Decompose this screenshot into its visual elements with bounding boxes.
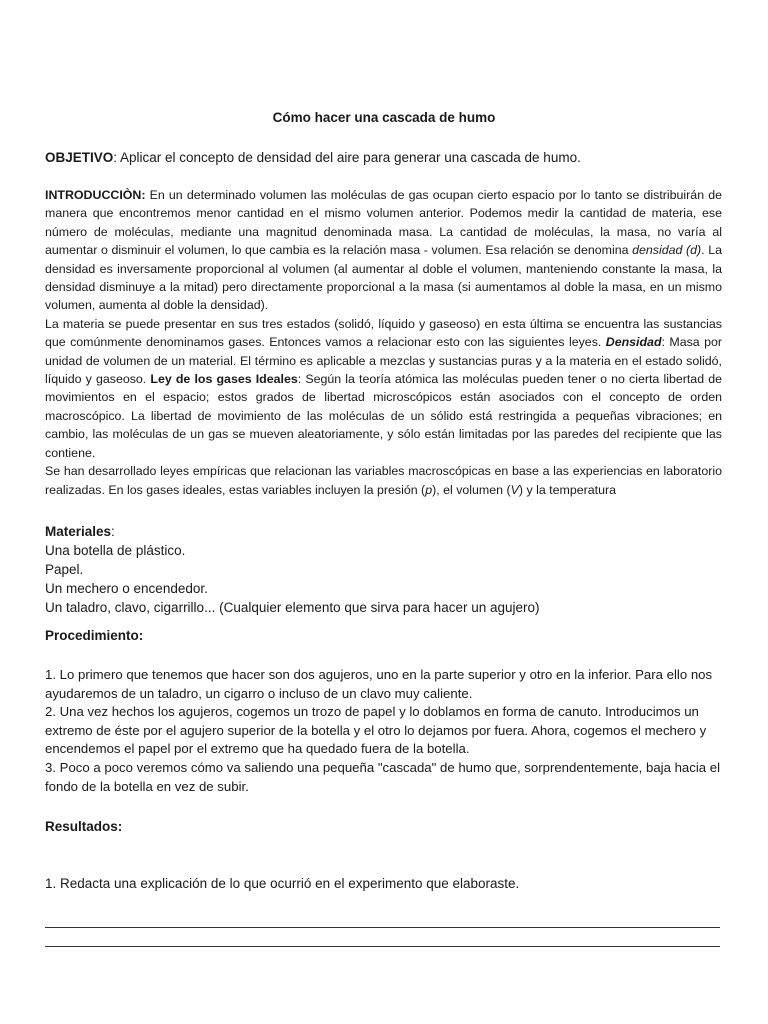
material-item: Una botella de plástico. bbox=[45, 543, 186, 558]
answer-line[interactable] bbox=[45, 946, 720, 947]
material-item: Un mechero o encendedor. bbox=[45, 581, 208, 596]
objective-label: OBJETIVO bbox=[45, 150, 114, 165]
ideal-gas-law-label: Ley de los gases Ideales bbox=[150, 372, 298, 387]
intro-text-2a: La materia se puede presentar en sus tres estados (solidó, líquido y gaseoso) en esta última se encuentra las sustancias que comúnmente denominamos gases. Entonces vamos a relacionar esto con las siguientes leyes. bbox=[45, 316, 722, 350]
material-item: Un taladro, clavo, cigarrillo... (Cualquier elemento que sirva para hacer un agujero) bbox=[45, 600, 540, 615]
answer-line[interactable] bbox=[45, 927, 720, 928]
material-item: Papel. bbox=[45, 562, 84, 577]
intro-text-3a: Se han desarrollado leyes empíricas que relacionan las variables macroscópicas en base a las experiencias en laboratorio realizadas. En los gases ideales, estas variables incluyen la presión ( bbox=[45, 464, 722, 497]
intro-text-3c: ) y la temperatura bbox=[518, 482, 616, 497]
intro-text-2c: : Según la teoría atómica las moléculas pueden tener o no cierta libertad de movimientos en el espacio; estos grados de libertad microscópicos están asociados con el concepto de orden macroscópico. La libertad de movimiento de las moléculas de un sólido está restringida a pequeñas vibraciones; en cambio, las moléculas de un gas se mueven aleatoriamente, y sólo están limitadas por las paredes del recipiente que las contiene. bbox=[45, 372, 723, 460]
objective-paragraph bbox=[45, 149, 725, 167]
materials-label: Materiales bbox=[45, 524, 112, 539]
objective-text: : Aplicar el concepto de densidad del aire para generar una cascada de humo. bbox=[113, 150, 581, 165]
materials-heading bbox=[45, 522, 725, 541]
intro-label: INTRODUCCIÒN: bbox=[45, 188, 146, 202]
pressure-symbol: p bbox=[425, 482, 433, 497]
page-title: Cómo hacer una cascada de humo bbox=[272, 110, 496, 125]
intro-text-1: En un determinado volumen las moléculas de gas ocupan cierto espacio por lo tanto se distribuirán de manera que encontremos menor cantidad en el mismo volumen anterior. Podemos medir la cantidad de materia, ese número de moléculas, mediante una magnitud denominada masa. La cantidad de moléculas, la masa, no varía al aumentar o disminuir el volumen, lo que cambia es la relación masa - volumen. Esa relación se denomina bbox=[45, 188, 722, 258]
intro-paragraph-2 bbox=[45, 315, 722, 462]
procedure-step: 3. Poco a poco veremos cómo va saliendo una pequeña "cascada" de humo que, sorprendentemente, baja hacia el fondo de la botella en vez de subir. bbox=[45, 759, 721, 794]
volume-symbol: V bbox=[510, 482, 519, 497]
results-question: 1. Redacta una explicación de lo que ocurrió en el experimento que elaboraste. bbox=[45, 876, 520, 891]
intro-paragraph-3 bbox=[45, 462, 722, 499]
procedure-step: 2. Una vez hechos los agujeros, cogemos un trozo de papel y lo doblamos en forma de canuto. Introducimos un extremo de éste por el agujero superior de la botella y el otro lo dejamos por fuera. Ahora, cogemos el mechero y encendemos el papel por el extremo que ha quedado fuera de la botella. bbox=[45, 704, 707, 757]
materials-section bbox=[45, 522, 725, 617]
intro-density-term: densidad (d) bbox=[632, 243, 702, 258]
density-label: Densidad bbox=[605, 335, 662, 350]
intro-paragraph-1 bbox=[45, 186, 722, 315]
results-heading: Resultados: bbox=[45, 819, 123, 834]
intro-text-3b: ), el volumen ( bbox=[432, 482, 511, 497]
materials-colon: : bbox=[111, 524, 115, 539]
intro-text-1-end: . La densidad es inversamente proporcional al volumen (al aumentar al doble el volumen, manteniendo constante la masa, la densidad disminuye a la mitad) pero directamente proporcional a la masa (si aumentamos al doble la masa, en un mismo volumen, aumenta al doble la densidad). bbox=[45, 243, 723, 313]
intro-text-2b: : Masa por unidad de volumen de un material. El término es aplicable a mezclas y sustancias puras y a la materia en el estado solidó, líquido y gaseoso. bbox=[45, 335, 722, 387]
procedure-heading: Procedimiento: bbox=[45, 628, 144, 643]
procedure-step: 1. Lo primero que tenemos que hacer son dos agujeros, uno en la parte superior y otro en la inferior. Para ello nos ayudaremos de un taladro, un cigarro o incluso de un clavo muy caliente. bbox=[45, 667, 713, 701]
introduction-section bbox=[45, 186, 722, 499]
procedure-steps bbox=[45, 666, 723, 796]
